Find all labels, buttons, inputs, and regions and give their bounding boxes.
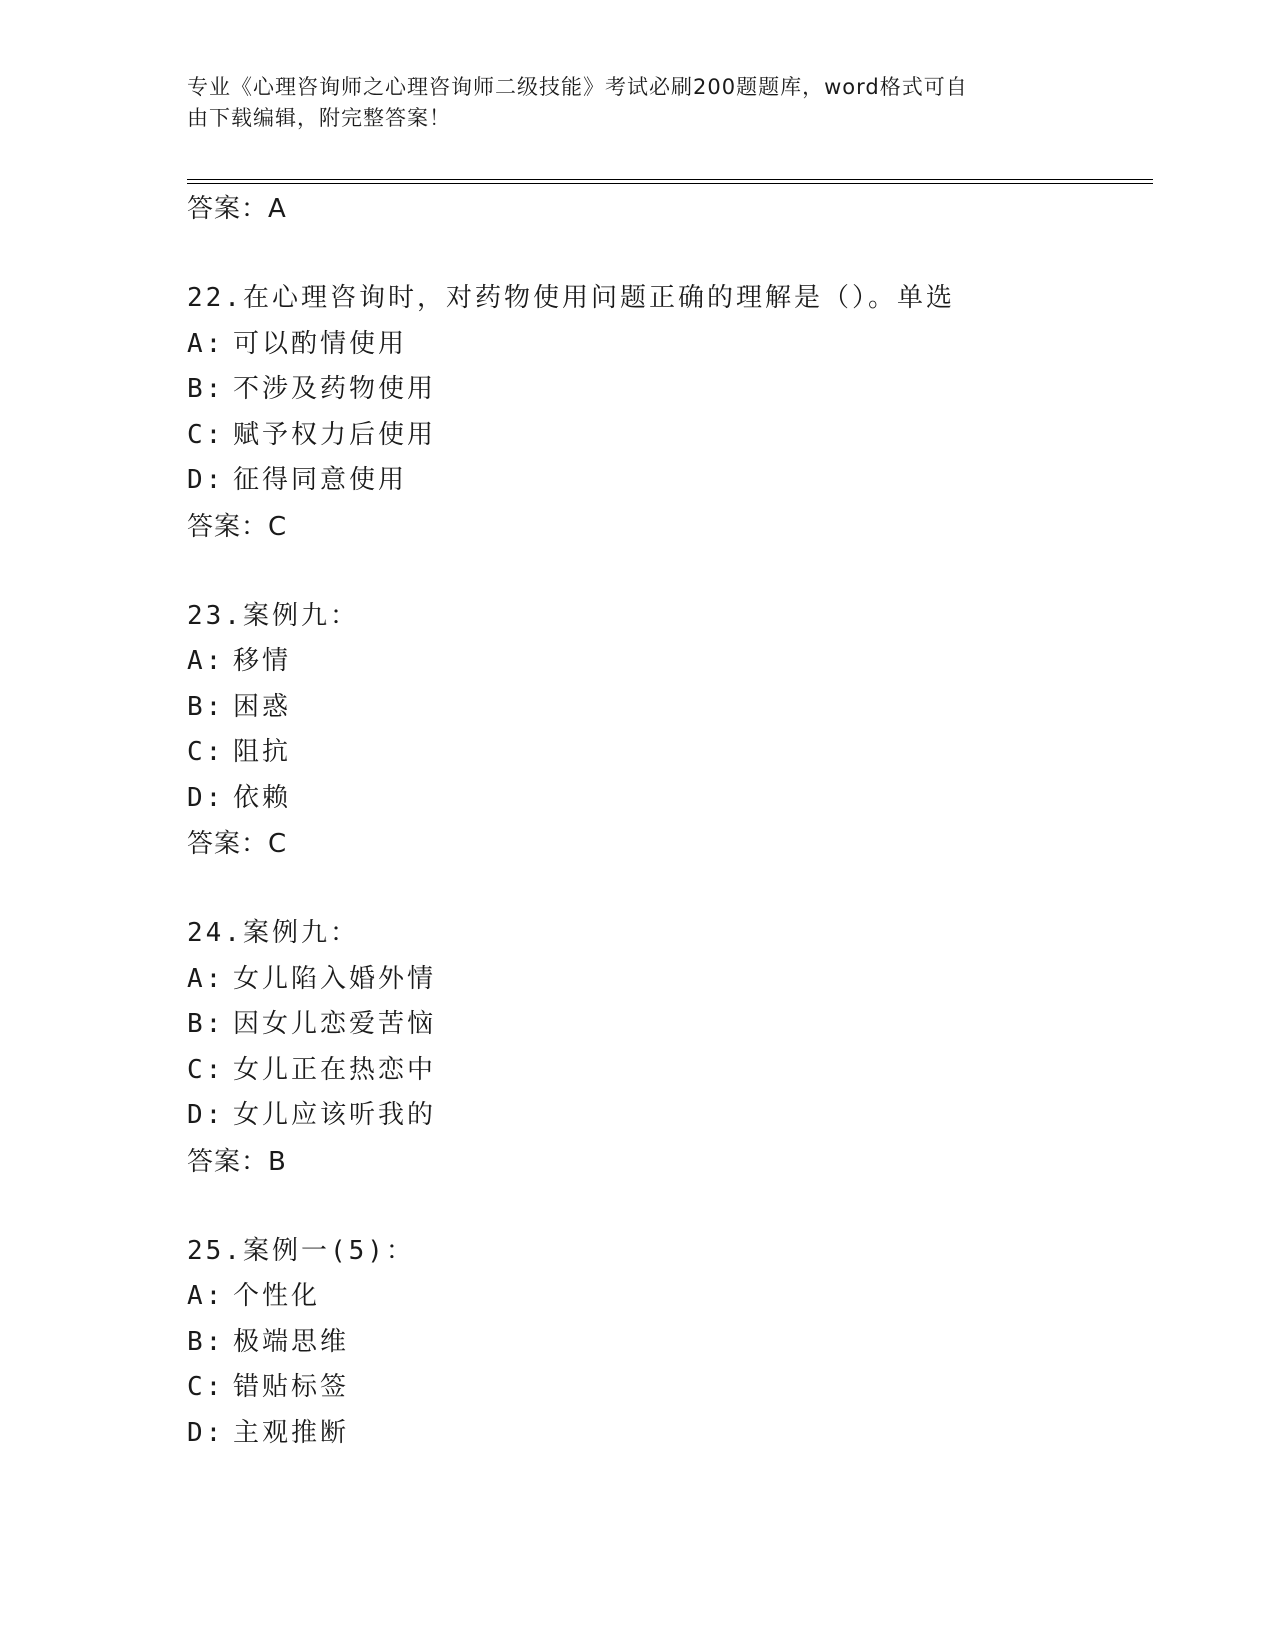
question-stem: 24.案例九： — [187, 918, 359, 948]
document-header — [187, 72, 1067, 134]
spacer — [187, 550, 1153, 594]
question-block — [187, 594, 1153, 868]
option-d — [187, 1411, 1153, 1457]
option-c — [187, 1365, 1153, 1411]
header-divider-bottom — [187, 183, 1153, 184]
option-text: 主观推断 — [233, 1417, 350, 1448]
option-text: 不涉及药物使用 — [233, 374, 437, 404]
option-text: 阻抗 — [233, 737, 292, 767]
question-block — [187, 1229, 1153, 1457]
option-d — [187, 458, 1153, 504]
option-b — [187, 685, 1153, 731]
option-text: 依赖 — [233, 782, 292, 813]
option-text: 错贴标签 — [233, 1372, 350, 1402]
spacer — [187, 1185, 1153, 1229]
option-text: 女儿陷入婚外情 — [233, 963, 437, 994]
option-a — [187, 639, 1153, 685]
header-line-1: 专业《心理咨询师之心理咨询师二级技能》考试必刷200题题库，word格式可自 — [187, 75, 968, 99]
option-text: 极端思维 — [233, 1326, 350, 1357]
option-text: 征得同意使用 — [233, 465, 408, 495]
option-text: 女儿应该听我的 — [233, 1100, 437, 1130]
option-letter: D: — [187, 465, 225, 495]
option-b — [187, 1320, 1153, 1366]
option-letter: C: — [187, 737, 225, 767]
option-letter: C: — [187, 1054, 225, 1085]
option-a — [187, 957, 1153, 1003]
question-stem: 23.案例九： — [187, 600, 359, 631]
spacer — [187, 867, 1153, 911]
spacer — [187, 232, 1153, 276]
option-a — [187, 322, 1153, 368]
answer-line: 答案：B — [187, 1146, 287, 1177]
option-letter: A: — [187, 328, 225, 359]
option-letter: A: — [187, 1281, 225, 1311]
option-c — [187, 413, 1153, 459]
question-block — [187, 276, 1153, 550]
option-letter: D: — [187, 1417, 225, 1448]
header-line-2: 由下载编辑，附完整答案！ — [187, 106, 451, 130]
option-a — [187, 1274, 1153, 1320]
option-text: 赋予权力后使用 — [233, 419, 437, 450]
option-text: 困惑 — [233, 691, 292, 722]
option-letter: A: — [187, 646, 225, 676]
option-letter: B: — [187, 1326, 225, 1357]
question-block — [187, 911, 1153, 1185]
option-d — [187, 1093, 1153, 1139]
question-stem: 25.案例一(5)： — [187, 1235, 415, 1266]
option-letter: C: — [187, 1372, 225, 1402]
option-letter: D: — [187, 782, 225, 813]
option-text: 因女儿恋爱苦恼 — [233, 1009, 437, 1039]
option-b — [187, 367, 1153, 413]
option-text: 女儿正在热恋中 — [233, 1054, 437, 1085]
document-body — [187, 186, 1153, 1456]
option-letter: B: — [187, 1009, 225, 1039]
option-letter: B: — [187, 374, 225, 404]
option-text: 移情 — [233, 646, 292, 676]
question-stem: 22.在心理咨询时，对药物使用问题正确的理解是（）。单选 — [187, 283, 955, 313]
option-letter: B: — [187, 691, 225, 722]
answer-line: 答案：C — [187, 511, 288, 542]
option-letter: C: — [187, 419, 225, 450]
option-letter: D: — [187, 1100, 225, 1130]
option-text: 可以酌情使用 — [233, 328, 408, 359]
answer-line: 答案：A — [187, 194, 287, 224]
option-b — [187, 1002, 1153, 1048]
option-text: 个性化 — [233, 1281, 321, 1311]
header-divider-top — [187, 179, 1153, 180]
option-c — [187, 730, 1153, 776]
answer-line: 答案：C — [187, 829, 288, 859]
option-c — [187, 1048, 1153, 1094]
option-letter: A: — [187, 963, 225, 994]
option-d — [187, 776, 1153, 822]
